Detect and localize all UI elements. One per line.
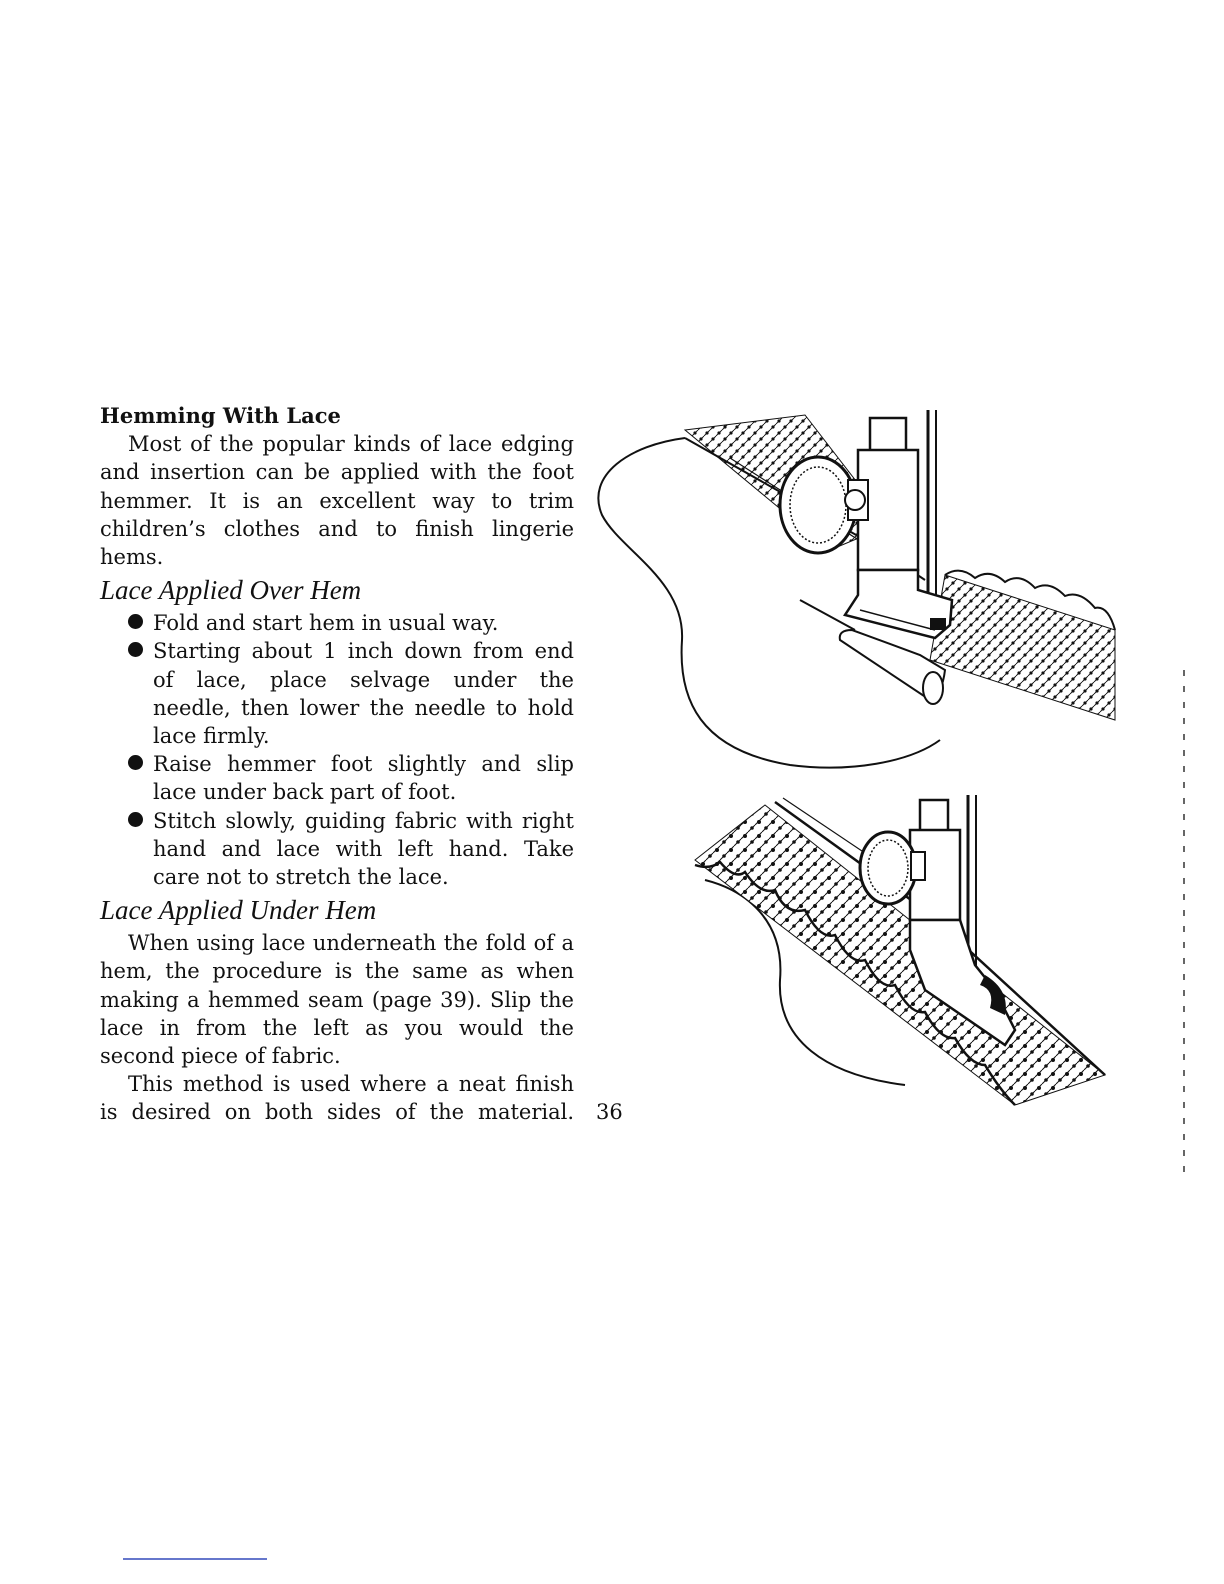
article-text [100,402,574,1127]
over-hem-steps [100,609,574,891]
bullet-icon [128,642,143,657]
footer-rule [123,1558,267,1560]
page-number: 36 [596,1100,623,1124]
under-hem-paragraph-2: This method is used where a neat finish is desired on both sides of the material. [100,1072,574,1125]
bullet-icon [128,812,143,827]
list-item: Raise hemmer foot slightly and slip lace under back part of foot. [100,750,574,806]
hemmer-foot-lace-over-hem-illustration-icon [590,400,1130,790]
list-item: Stitch slowly, guiding fabric with right hand and lace with left hand. Take care not to stretch the lace. [100,807,574,892]
intro-paragraph: Most of the popular kinds of lace edging and insertion can be applied with the foot hemmer. It is an excellent way to trim children’s clothes and to finish lingerie hems. [100,432,574,570]
hemmer-foot-lace-under-hem-illustration-icon [685,790,1125,1125]
subheading-over-hem: Lace Applied Over Hem [100,575,362,606]
subheading-under-hem: Lace Applied Under Hem [100,895,377,926]
under-hem-paragraph-1: When using lace underneath the fold of a hem, the procedure is the same as when making a hemmed seam (page 39). Slip the lace in from the left as you would the second piece of fabric. [100,931,574,1069]
section-heading: Hemming With Lace [100,403,341,428]
bullet-icon [128,614,143,629]
scan-edge-mark [1183,670,1185,1175]
list-item: Fold and start hem in usual way. [100,609,574,637]
list-item: Starting about 1 inch down from end of lace, place selvage under the needle, then lower the needle to hold lace firmly. [100,637,574,750]
bullet-icon [128,755,143,770]
